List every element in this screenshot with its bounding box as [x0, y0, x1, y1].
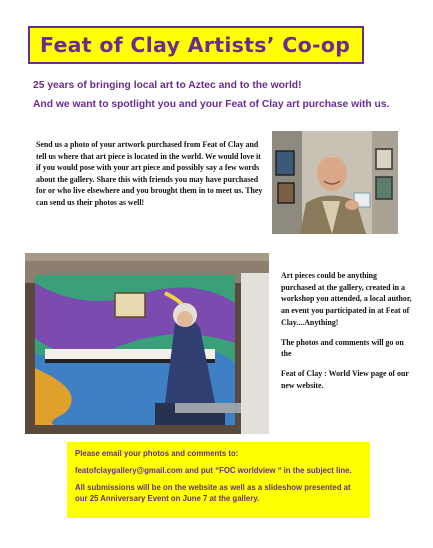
page-title: Feat of Clay Artists’ Co-op [40, 33, 351, 57]
photos-comments-paragraph: The photos and comments will go on the [281, 337, 404, 359]
email-callout-box [67, 442, 370, 518]
photo-man-holding-art [272, 131, 398, 234]
art-pieces-paragraph: Art pieces could be anything purchased at the gallery, created in a workshop you attended, a local author, an event you participated in at Feat of Clay....Anything! [281, 271, 412, 327]
intro-line-1: 25 years of bringing local art to Aztec and to the world! [33, 80, 302, 91]
intro-section [33, 79, 413, 117]
world-view-page-paragraph: Feat of Clay : World View page of our new website. [281, 368, 409, 390]
title-banner [28, 26, 364, 64]
submission-instructions: Send us a photo of your artwork purchased from Feat of Clay and tell us where that art piece is located in the world. We would love it if you would pose with your art piece and possibly say a few words about the gallery. Share this with friends you may have purchased for or who live elsewhere and you brought them in to meet us. They can send us their photos as well! [36, 140, 263, 207]
callout-heading: Please email your photos and comments to: [75, 449, 239, 458]
photo-woman-at-painted-piano [25, 253, 269, 434]
callout-footer: All submissions will be on the website as well as a slideshow presented at our 25 Anniversary Event on June 7 at the gallery. [75, 483, 351, 503]
intro-line-2: And we want to spotlight you and your Feat of Clay art purchase with us. [33, 99, 390, 110]
art-pieces-description [281, 270, 413, 399]
callout-email-line[interactable]: featofclaygallery@gmail.com and put “FOC worldview “ in the subject line. [75, 466, 352, 475]
